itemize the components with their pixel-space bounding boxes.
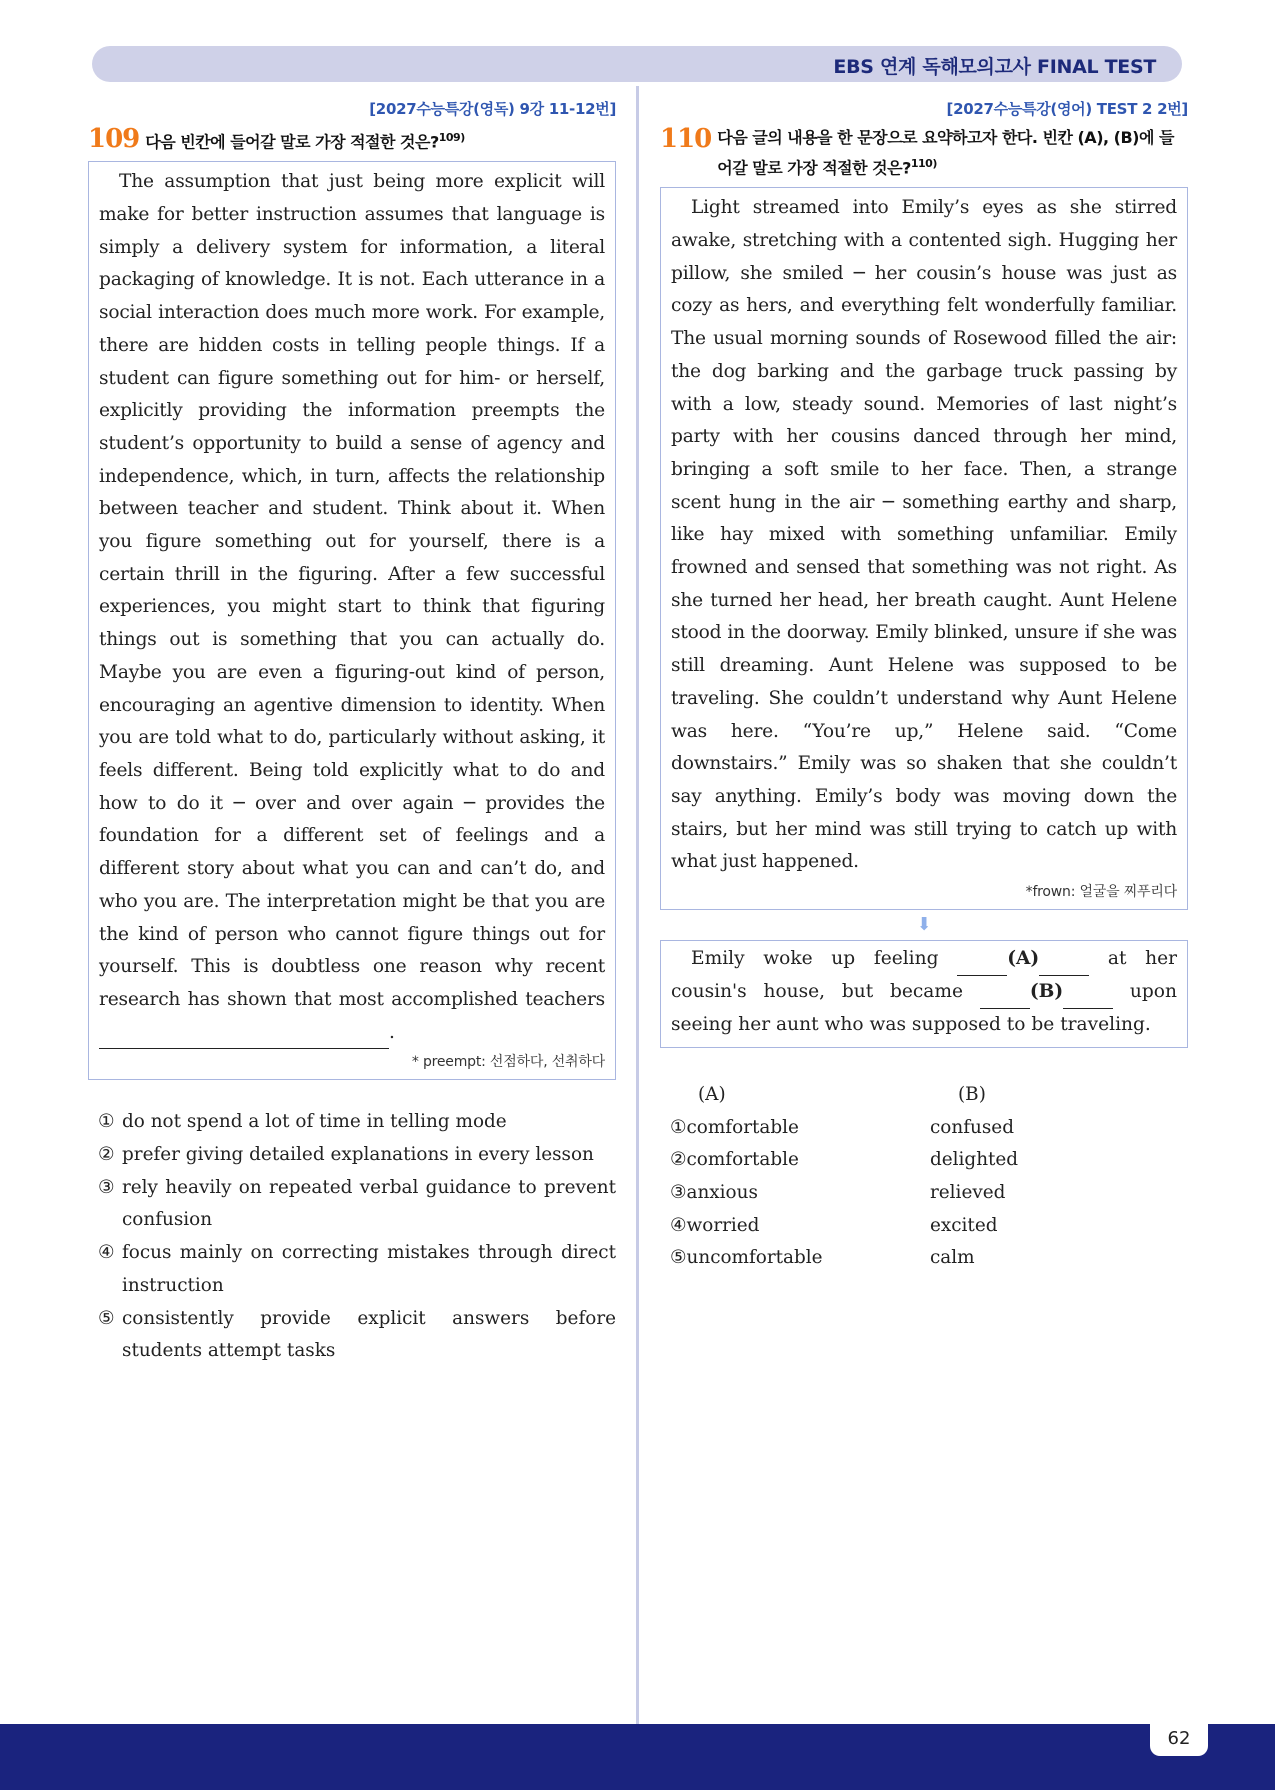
summary-part1: Emily woke up feeling	[691, 948, 939, 970]
option-a: worried	[686, 1214, 760, 1236]
arrow-down-icon: ⬇	[916, 914, 932, 936]
question-prompt: 다음 글의 내용을 한 문장으로 요약하고자 한다. 빈칸 (A), (B)에 들어갈 말로 가장 적절한 것은?	[717, 128, 1174, 178]
option-3[interactable]	[98, 1172, 616, 1237]
question-source: [2027수능특강(영독) 9강 11-12번]	[369, 100, 616, 118]
option-mark: ③	[98, 1176, 115, 1198]
column-divider	[636, 86, 639, 1726]
option-b: excited	[930, 1214, 998, 1236]
option-a: anxious	[686, 1182, 758, 1204]
question-header	[88, 125, 616, 155]
page-number: 62	[1150, 1722, 1208, 1756]
option-text: prefer giving detailed explanations in every lesson	[122, 1144, 594, 1166]
option-mark: ②	[670, 1149, 687, 1171]
option-mark: ③	[670, 1182, 687, 1204]
option-b: calm	[930, 1247, 975, 1269]
passage-text: The assumption that just being more explicit will make for better instruction assumes that language is simply a delivery system for information, a literal packaging of knowledge. It is not. Each utterance in a social interaction does much more work. For example, there are hidden costs in telling people things. If a student can figure something out for him- or herself, explicitly providing the information preempts the student’s opportunity to build a sense of agency and independence, which, in turn, affects the relationship between teacher and student. Think about it. When you figure something out for yourself, there is a certain thrill in the figuring. After a few successful experiences, you might start to think that figuring things out is something that you can actually do. Maybe you are even a figuring-out kind of person, encouraging an agentive dimension to identity. When you are told what to do, particularly without asking, it feels different. Being told explicitly what to do and how to do it ─ over and over again ─ provides the foundation for a different set of feelings and a different story about what you can and can’t do, and who you are. The interpretation might be that you are the kind of person who cannot figure things out for yourself. This is doubtless one reason why recent research has shown that most accomplished teachers	[99, 171, 605, 1010]
option-text: focus mainly on correcting mistakes through direct instruction	[122, 1242, 616, 1296]
option-mark: ④	[670, 1214, 687, 1236]
option-4[interactable]	[98, 1237, 616, 1302]
option-mark: ⑤	[98, 1307, 115, 1329]
option-b: confused	[930, 1116, 1014, 1138]
option-a: comfortable	[686, 1116, 799, 1138]
answer-row-2[interactable]	[670, 1144, 1018, 1177]
question-number: 109	[88, 124, 140, 154]
passage-box	[660, 187, 1188, 910]
passage-box: The assumption that just being more explicit will make for better instruction assumes that language is simply a delivery system for information, a literal packaging of knowledge. It is not. Each utterance in a social interaction does much more work. For example, there are hidden costs in telling people things. If a student can figure something out for him- or herself, explicitly providing the information preempts the student’s opportunity to build a sense of agency and independence, which, in turn, affects the relationship between teacher and student. Think about it. When you figure something out for yourself, there is a certain thrill in the figuring. After a few successful experiences, you might start to think that figuring things out is something that you can actually do. Maybe you are even a figuring-out kind of person, encouraging an agentive dimension to identity. When you are told what to do, particularly without asking, it feels different. Being told explicitly what to do and how to do it ─ over and over again ─ provides the foundation for a different set of feelings and a different story about what you can and can’t do, and who you are. The interpretation might be that you are the kind of person who cannot figure things out for yourself. This is doubtless one reason why recent research has shown that most accomplished teachers . * preempt: 선점하다, 선취하다	[88, 161, 616, 1080]
summary-part2: at her cousin's house, but became	[671, 948, 1177, 1002]
question-header	[660, 125, 1188, 181]
option-mark: ④	[98, 1242, 115, 1264]
option-b: relieved	[930, 1182, 1006, 1204]
vocab-note: * preempt: 선점하다, 선취하다	[411, 1054, 605, 1071]
summary-part3: upon seeing her aunt who was supposed to be traveling.	[671, 980, 1177, 1035]
option-1[interactable]	[98, 1106, 616, 1139]
column-b-header: (B)	[958, 1084, 986, 1106]
answer-row-5[interactable]	[670, 1242, 1018, 1275]
option-text: consistently provide explicit answers before students attempt tasks	[122, 1307, 616, 1362]
answer-blank	[99, 1028, 389, 1049]
option-b: delighted	[930, 1149, 1019, 1171]
question-number: 110	[660, 124, 712, 154]
option-a: comfortable	[686, 1149, 799, 1171]
answer-options	[88, 1106, 616, 1368]
footer-bar	[0, 1724, 1275, 1790]
question-source: [2027수능특강(영어) TEST 2 2번]	[946, 100, 1188, 118]
passage-text: Light streamed into Emily’s eyes as she stirred awake, stretching with a contented sigh. Hugging her pillow, she smiled ─ her cousin’s house was just as cozy as hers, and everything felt wonderfully familiar. The usual morning sounds of Rosewood filled the air: the dog barking and the garbage truck passing by with a low, steady sound. Memories of last night’s party with her cousins danced through her mind, bringing a soft smile to her face. Then, a strange scent hung in the air ─ something earthy and sharp, like hay mixed with something unfamiliar. Emily frowned and sensed that something was not right. As she turned her head, her breath caught. Aunt Helene stood in the doorway. Emily blinked, unsure if she was still dreaming. Aunt Helene was supposed to be traveling. She couldn’t understand why Aunt Helene was here. “You’re up,” Helene said. “Come downstairs.” Emily was so shaken that she couldn’t say anything. Emily’s body was moving down the stairs, but her mind was still trying to catch up with what just happened.	[671, 197, 1177, 873]
option-text: do not spend a lot of time in telling mode	[122, 1111, 507, 1133]
option-a: uncomfortable	[686, 1247, 823, 1269]
option-mark: ②	[98, 1144, 115, 1166]
header-bar	[92, 46, 1182, 82]
summary-box	[660, 940, 1188, 1048]
answer-table	[670, 1078, 1018, 1274]
option-mark: ⑤	[670, 1247, 687, 1269]
footnote-ref: 110)	[910, 157, 937, 170]
question-text	[717, 125, 1188, 181]
question-prompt: 다음 빈칸에 들어갈 말로 가장 적절한 것은?	[145, 132, 439, 152]
option-text: rely heavily on repeated verbal guidance to prevent confusion	[122, 1176, 616, 1231]
column-a-header: (A)	[698, 1084, 726, 1106]
option-mark: ①	[98, 1111, 115, 1133]
option-5[interactable]	[98, 1303, 616, 1368]
answer-row-1[interactable]	[670, 1111, 1018, 1144]
header-title: EBS 연계 독해모의고사 FINAL TEST	[833, 56, 1156, 78]
question-text	[145, 125, 464, 155]
question-110	[660, 98, 1188, 1274]
blank-a-label: (A)	[1007, 948, 1040, 970]
blank-b-label: (B)	[1029, 980, 1064, 1002]
answer-table-header	[670, 1078, 1018, 1111]
option-mark: ①	[670, 1116, 687, 1138]
option-2[interactable]	[98, 1139, 616, 1172]
question-109	[88, 98, 616, 1368]
vocab-note: *frown: 얼굴을 찌푸리다	[1025, 884, 1177, 901]
answer-row-3[interactable]	[670, 1176, 1018, 1209]
answer-row-4[interactable]	[670, 1209, 1018, 1242]
footnote-ref: 109)	[438, 131, 465, 144]
